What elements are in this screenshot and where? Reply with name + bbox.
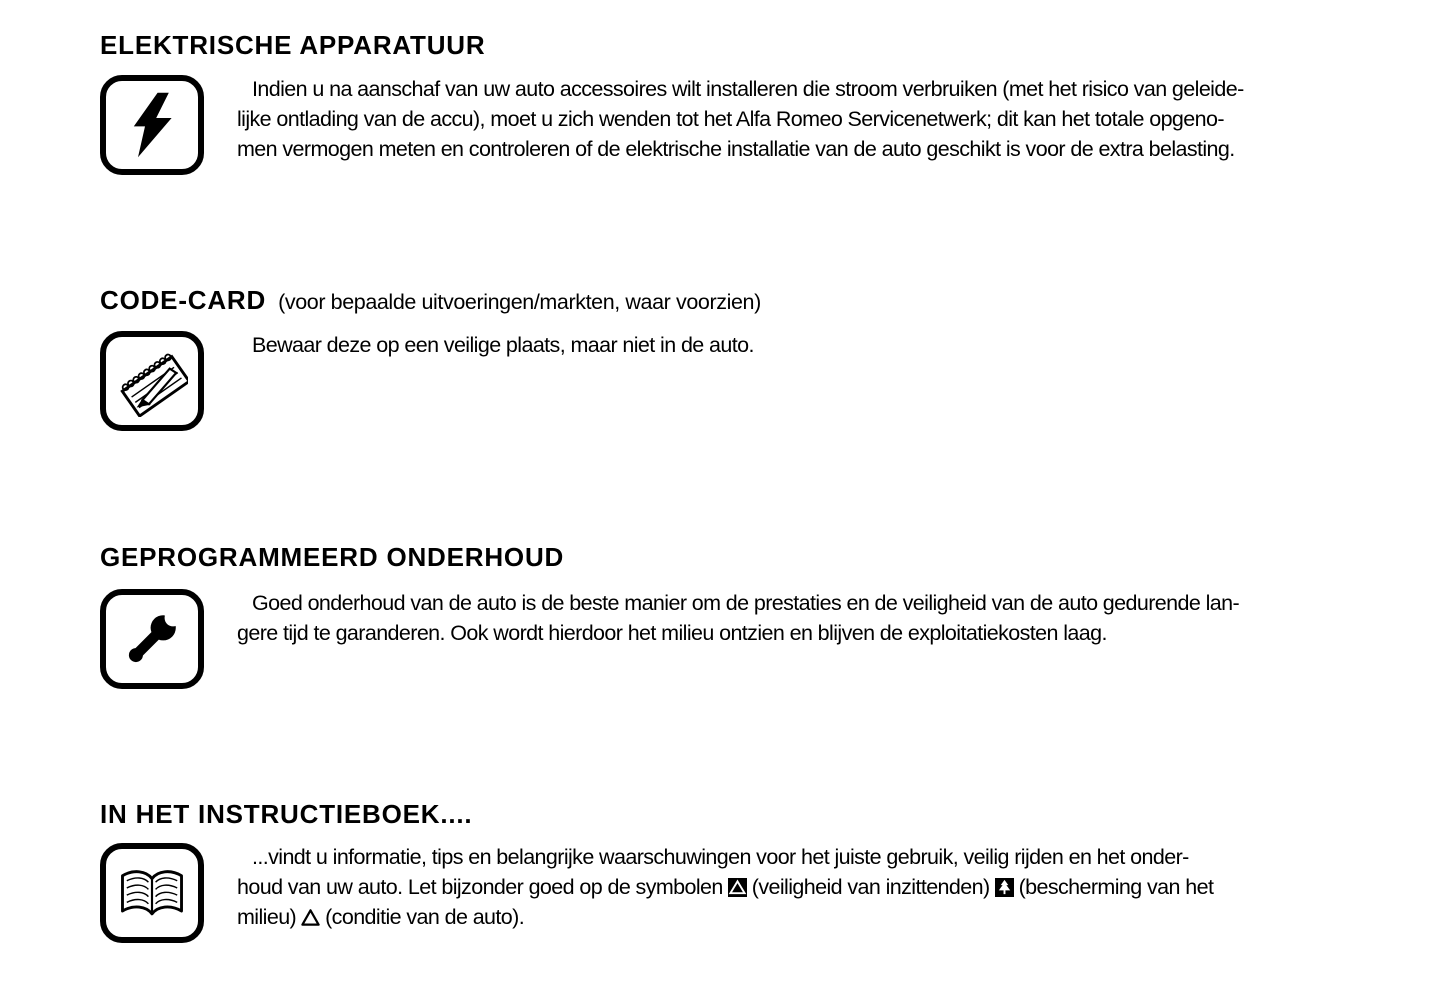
body-line: Goed onderhoud van de auto is de beste manier om de prestaties en de veiligheid van de auto gedurende lan-: [252, 591, 1240, 615]
section-in-het-instructieboek: [100, 840, 1405, 943]
body-line: Indien u na aanschaf van uw auto accessoires wilt installeren die stroom verbruiken (met het risico van geleide-: [252, 77, 1244, 101]
section-elektrische-apparatuur: [100, 72, 1405, 175]
section-body-in-het-instructieboek: [237, 840, 1213, 932]
section-geprogrammeerd-onderhoud: [100, 586, 1405, 689]
body-line: ...vindt u informatie, tips en belangrijke waarschuwingen voor het juiste gebruik, veilig rijden en het onder-: [252, 845, 1189, 869]
body-line: lijke ontlading van de accu), moet u zich wenden tot het Alfa Romeo Servicenetwerk; dit kan het totale opgeno-: [237, 107, 1224, 131]
heading-note: (voor bepaalde uitvoeringen/markten, waar voorzien): [278, 290, 761, 314]
wrench-icon: [100, 589, 204, 689]
lightning-bolt-icon: [100, 75, 204, 175]
wrench-glyph: [117, 604, 187, 674]
section-code-card: [100, 328, 1405, 431]
section-heading-code-card: [100, 285, 761, 316]
section-heading-geprogrammeerd-onderhoud: GEPROGRAMMEERD ONDERHOUD: [100, 542, 565, 572]
section-body-geprogrammeerd-onderhoud: [237, 586, 1239, 648]
body-line: [237, 872, 1213, 902]
body-text: houd van uw auto. Let bijzonder goed op de symbolen: [237, 875, 723, 899]
environment-protection-symbol-icon: [995, 875, 1014, 894]
section-body-code-card: [237, 328, 754, 360]
heading-text: CODE-CARD: [100, 285, 267, 315]
body-line: gere tijd te garanderen. Ook wordt hierdoor het milieu ontzien en blijven de exploitatiekosten laag.: [237, 621, 1107, 645]
car-condition-symbol-icon: [301, 905, 320, 924]
passenger-safety-symbol-icon: [728, 875, 747, 894]
section-heading-in-het-instructieboek: IN HET INSTRUCTIEBOEK....: [100, 799, 473, 829]
body-text: (bescherming van het: [1018, 875, 1214, 899]
body-line: [237, 902, 1213, 932]
notebook-pencil-glyph: [116, 345, 188, 417]
body-line: men vermogen meten en controleren of de elektrische installatie van de auto geschikt is voor de extra belasting.: [237, 137, 1235, 161]
open-book-icon: [100, 843, 204, 943]
open-book-glyph: [116, 857, 188, 929]
body-text: (conditie van de auto).: [325, 905, 525, 929]
body-text: (veiligheid van inzittenden): [751, 875, 990, 899]
body-text: milieu): [237, 905, 297, 929]
lightning-bolt-glyph: [117, 90, 187, 160]
section-heading-elektrische-apparatuur: ELEKTRISCHE APPARATUUR: [100, 30, 486, 60]
section-body-elektrische-apparatuur: [237, 72, 1244, 164]
body-line: Bewaar deze op een veilige plaats, maar niet in de auto.: [252, 333, 754, 357]
code-card-notebook-icon: [100, 331, 204, 431]
